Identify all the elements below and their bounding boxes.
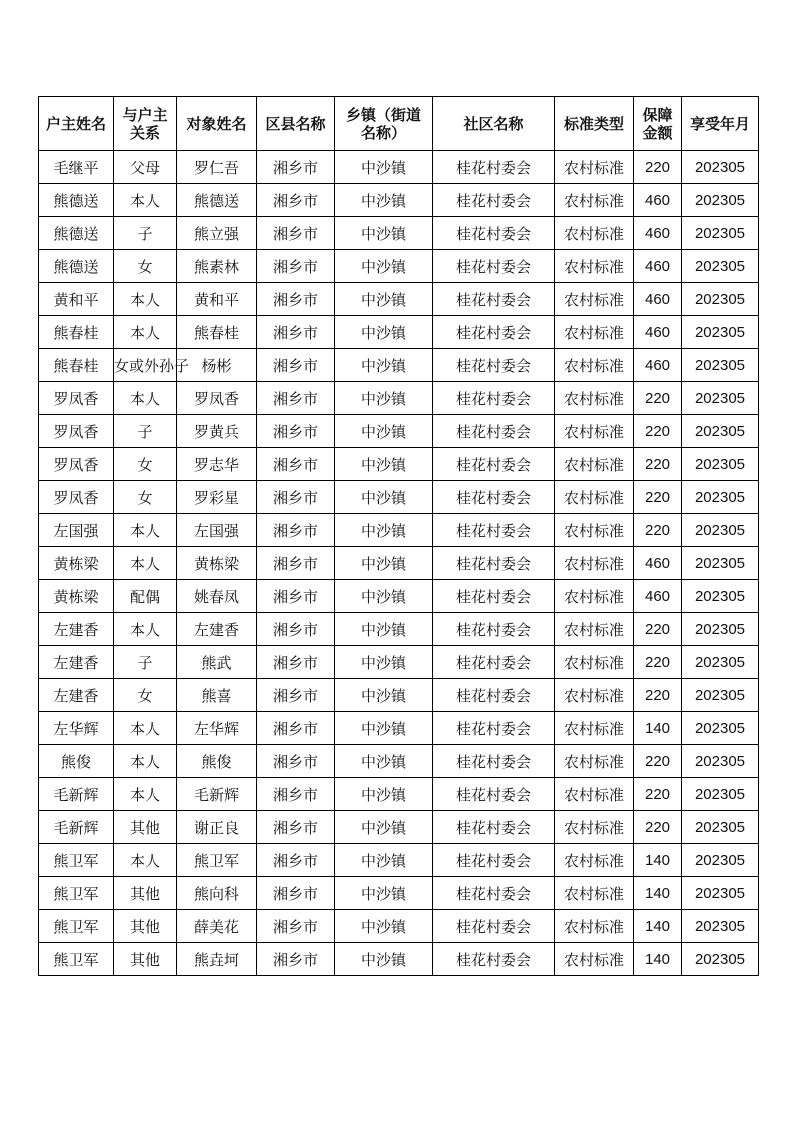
table-row bbox=[39, 679, 759, 712]
cell-county: 湘乡市 bbox=[257, 250, 335, 283]
cell-community: 桂花村委会 bbox=[433, 679, 555, 712]
cell-amount: 460 bbox=[634, 349, 682, 382]
cell-month: 202305 bbox=[682, 547, 759, 580]
header-county: 区县名称 bbox=[257, 97, 335, 151]
cell-recipient-name: 罗仁吾 bbox=[177, 151, 257, 184]
cell-month: 202305 bbox=[682, 481, 759, 514]
cell-county: 湘乡市 bbox=[257, 580, 335, 613]
cell-month: 202305 bbox=[682, 811, 759, 844]
cell-standard-type: 农村标准 bbox=[555, 514, 634, 547]
header-community: 社区名称 bbox=[433, 97, 555, 151]
cell-householder-name: 熊春桂 bbox=[39, 316, 114, 349]
cell-relation: 其他 bbox=[114, 943, 177, 976]
cell-amount: 460 bbox=[634, 283, 682, 316]
cell-recipient-name: 黄和平 bbox=[177, 283, 257, 316]
cell-month: 202305 bbox=[682, 151, 759, 184]
cell-township: 中沙镇 bbox=[335, 349, 433, 382]
cell-relation: 本人 bbox=[114, 316, 177, 349]
cell-county: 湘乡市 bbox=[257, 481, 335, 514]
cell-amount: 460 bbox=[634, 250, 682, 283]
cell-county: 湘乡市 bbox=[257, 679, 335, 712]
cell-county: 湘乡市 bbox=[257, 877, 335, 910]
cell-householder-name: 罗凤香 bbox=[39, 415, 114, 448]
cell-community: 桂花村委会 bbox=[433, 250, 555, 283]
cell-recipient-name: 熊卫军 bbox=[177, 844, 257, 877]
cell-relation: 父母 bbox=[114, 151, 177, 184]
cell-relation: 本人 bbox=[114, 382, 177, 415]
cell-householder-name: 熊俊 bbox=[39, 745, 114, 778]
cell-recipient-name: 罗凤香 bbox=[177, 382, 257, 415]
cell-amount: 220 bbox=[634, 514, 682, 547]
table-row bbox=[39, 613, 759, 646]
cell-amount: 220 bbox=[634, 151, 682, 184]
cell-amount: 140 bbox=[634, 943, 682, 976]
cell-month: 202305 bbox=[682, 679, 759, 712]
cell-amount: 140 bbox=[634, 910, 682, 943]
cell-householder-name: 黄栋梁 bbox=[39, 580, 114, 613]
cell-relation: 本人 bbox=[114, 514, 177, 547]
table-row bbox=[39, 943, 759, 976]
cell-standard-type: 农村标准 bbox=[555, 811, 634, 844]
table-row bbox=[39, 712, 759, 745]
cell-township: 中沙镇 bbox=[335, 910, 433, 943]
cell-township: 中沙镇 bbox=[335, 778, 433, 811]
table-row bbox=[39, 877, 759, 910]
cell-amount: 220 bbox=[634, 646, 682, 679]
cell-community: 桂花村委会 bbox=[433, 811, 555, 844]
cell-amount: 140 bbox=[634, 712, 682, 745]
cell-county: 湘乡市 bbox=[257, 613, 335, 646]
cell-standard-type: 农村标准 bbox=[555, 646, 634, 679]
cell-recipient-name: 罗黄兵 bbox=[177, 415, 257, 448]
table-row bbox=[39, 415, 759, 448]
cell-standard-type: 农村标准 bbox=[555, 547, 634, 580]
cell-standard-type: 农村标准 bbox=[555, 613, 634, 646]
cell-township: 中沙镇 bbox=[335, 514, 433, 547]
cell-householder-name: 熊卫军 bbox=[39, 877, 114, 910]
cell-relation: 其他 bbox=[114, 811, 177, 844]
cell-householder-name: 熊德送 bbox=[39, 184, 114, 217]
table-row bbox=[39, 580, 759, 613]
cell-householder-name: 罗凤香 bbox=[39, 382, 114, 415]
table-row bbox=[39, 349, 759, 382]
cell-county: 湘乡市 bbox=[257, 646, 335, 679]
cell-community: 桂花村委会 bbox=[433, 646, 555, 679]
cell-township: 中沙镇 bbox=[335, 613, 433, 646]
cell-community: 桂花村委会 bbox=[433, 382, 555, 415]
header-recipient-name: 对象姓名 bbox=[177, 97, 257, 151]
cell-standard-type: 农村标准 bbox=[555, 184, 634, 217]
cell-standard-type: 农村标准 bbox=[555, 712, 634, 745]
assistance-roster-table bbox=[38, 96, 759, 976]
cell-recipient-name: 罗志华 bbox=[177, 448, 257, 481]
cell-householder-name: 罗凤香 bbox=[39, 448, 114, 481]
cell-relation: 本人 bbox=[114, 745, 177, 778]
table-row bbox=[39, 250, 759, 283]
cell-recipient-name: 熊武 bbox=[177, 646, 257, 679]
cell-householder-name: 毛继平 bbox=[39, 151, 114, 184]
cell-community: 桂花村委会 bbox=[433, 580, 555, 613]
cell-county: 湘乡市 bbox=[257, 316, 335, 349]
cell-community: 桂花村委会 bbox=[433, 448, 555, 481]
cell-amount: 220 bbox=[634, 415, 682, 448]
cell-county: 湘乡市 bbox=[257, 184, 335, 217]
table-row bbox=[39, 217, 759, 250]
cell-county: 湘乡市 bbox=[257, 712, 335, 745]
cell-community: 桂花村委会 bbox=[433, 712, 555, 745]
cell-householder-name: 毛新辉 bbox=[39, 811, 114, 844]
cell-standard-type: 农村标准 bbox=[555, 580, 634, 613]
cell-community: 桂花村委会 bbox=[433, 943, 555, 976]
cell-standard-type: 农村标准 bbox=[555, 250, 634, 283]
table-row bbox=[39, 745, 759, 778]
cell-month: 202305 bbox=[682, 415, 759, 448]
cell-township: 中沙镇 bbox=[335, 712, 433, 745]
cell-recipient-name: 熊春桂 bbox=[177, 316, 257, 349]
cell-community: 桂花村委会 bbox=[433, 349, 555, 382]
cell-township: 中沙镇 bbox=[335, 316, 433, 349]
cell-relation: 本人 bbox=[114, 283, 177, 316]
table-row bbox=[39, 283, 759, 316]
cell-relation: 其他 bbox=[114, 877, 177, 910]
cell-relation: 配偶 bbox=[114, 580, 177, 613]
cell-month: 202305 bbox=[682, 349, 759, 382]
cell-month: 202305 bbox=[682, 646, 759, 679]
cell-householder-name: 熊卫军 bbox=[39, 844, 114, 877]
cell-county: 湘乡市 bbox=[257, 415, 335, 448]
header-month: 享受年月 bbox=[682, 97, 759, 151]
cell-month: 202305 bbox=[682, 184, 759, 217]
table-row bbox=[39, 646, 759, 679]
cell-month: 202305 bbox=[682, 712, 759, 745]
table-row bbox=[39, 844, 759, 877]
cell-standard-type: 农村标准 bbox=[555, 415, 634, 448]
cell-relation: 子 bbox=[114, 415, 177, 448]
cell-recipient-name: 毛新辉 bbox=[177, 778, 257, 811]
table-row bbox=[39, 151, 759, 184]
cell-county: 湘乡市 bbox=[257, 778, 335, 811]
cell-standard-type: 农村标准 bbox=[555, 877, 634, 910]
cell-householder-name: 毛新辉 bbox=[39, 778, 114, 811]
cell-standard-type: 农村标准 bbox=[555, 382, 634, 415]
cell-householder-name: 黄栋梁 bbox=[39, 547, 114, 580]
cell-community: 桂花村委会 bbox=[433, 415, 555, 448]
cell-relation: 本人 bbox=[114, 613, 177, 646]
cell-amount: 220 bbox=[634, 745, 682, 778]
cell-amount: 220 bbox=[634, 811, 682, 844]
cell-township: 中沙镇 bbox=[335, 943, 433, 976]
cell-township: 中沙镇 bbox=[335, 877, 433, 910]
cell-householder-name: 熊春桂 bbox=[39, 349, 114, 382]
cell-relation: 女 bbox=[114, 250, 177, 283]
cell-community: 桂花村委会 bbox=[433, 184, 555, 217]
cell-householder-name: 左建香 bbox=[39, 679, 114, 712]
cell-township: 中沙镇 bbox=[335, 580, 433, 613]
table-row bbox=[39, 547, 759, 580]
cell-county: 湘乡市 bbox=[257, 745, 335, 778]
cell-relation: 子 bbox=[114, 646, 177, 679]
cell-township: 中沙镇 bbox=[335, 547, 433, 580]
cell-township: 中沙镇 bbox=[335, 151, 433, 184]
cell-township: 中沙镇 bbox=[335, 679, 433, 712]
cell-county: 湘乡市 bbox=[257, 844, 335, 877]
cell-community: 桂花村委会 bbox=[433, 316, 555, 349]
cell-month: 202305 bbox=[682, 910, 759, 943]
cell-recipient-name: 熊德送 bbox=[177, 184, 257, 217]
header-amount: 保障 金额 bbox=[634, 97, 682, 151]
cell-householder-name: 左华辉 bbox=[39, 712, 114, 745]
cell-householder-name: 左国强 bbox=[39, 514, 114, 547]
cell-amount: 460 bbox=[634, 547, 682, 580]
cell-community: 桂花村委会 bbox=[433, 547, 555, 580]
cell-standard-type: 农村标准 bbox=[555, 349, 634, 382]
cell-county: 湘乡市 bbox=[257, 811, 335, 844]
cell-relation: 女 bbox=[114, 679, 177, 712]
cell-amount: 220 bbox=[634, 613, 682, 646]
cell-township: 中沙镇 bbox=[335, 382, 433, 415]
cell-relation: 本人 bbox=[114, 844, 177, 877]
cell-community: 桂花村委会 bbox=[433, 217, 555, 250]
cell-amount: 140 bbox=[634, 877, 682, 910]
header-row bbox=[39, 97, 759, 151]
header-householder-name: 户主姓名 bbox=[39, 97, 114, 151]
cell-community: 桂花村委会 bbox=[433, 844, 555, 877]
table-row bbox=[39, 778, 759, 811]
table-row bbox=[39, 184, 759, 217]
cell-township: 中沙镇 bbox=[335, 646, 433, 679]
cell-community: 桂花村委会 bbox=[433, 613, 555, 646]
cell-recipient-name: 熊向科 bbox=[177, 877, 257, 910]
cell-township: 中沙镇 bbox=[335, 283, 433, 316]
cell-county: 湘乡市 bbox=[257, 514, 335, 547]
cell-relation: 本人 bbox=[114, 778, 177, 811]
cell-month: 202305 bbox=[682, 844, 759, 877]
cell-county: 湘乡市 bbox=[257, 943, 335, 976]
cell-amount: 220 bbox=[634, 679, 682, 712]
cell-community: 桂花村委会 bbox=[433, 877, 555, 910]
cell-householder-name: 左建香 bbox=[39, 646, 114, 679]
cell-recipient-name: 左华辉 bbox=[177, 712, 257, 745]
cell-township: 中沙镇 bbox=[335, 481, 433, 514]
cell-standard-type: 农村标准 bbox=[555, 778, 634, 811]
cell-community: 桂花村委会 bbox=[433, 514, 555, 547]
cell-amount: 140 bbox=[634, 844, 682, 877]
cell-month: 202305 bbox=[682, 382, 759, 415]
header-township: 乡镇（街道 名称） bbox=[335, 97, 433, 151]
cell-standard-type: 农村标准 bbox=[555, 151, 634, 184]
cell-standard-type: 农村标准 bbox=[555, 745, 634, 778]
cell-standard-type: 农村标准 bbox=[555, 316, 634, 349]
cell-county: 湘乡市 bbox=[257, 349, 335, 382]
cell-county: 湘乡市 bbox=[257, 217, 335, 250]
cell-recipient-name: 熊俊 bbox=[177, 745, 257, 778]
cell-standard-type: 农村标准 bbox=[555, 910, 634, 943]
cell-amount: 460 bbox=[634, 184, 682, 217]
cell-recipient-name: 左国强 bbox=[177, 514, 257, 547]
cell-township: 中沙镇 bbox=[335, 415, 433, 448]
cell-township: 中沙镇 bbox=[335, 844, 433, 877]
cell-month: 202305 bbox=[682, 514, 759, 547]
cell-recipient-name: 谢正良 bbox=[177, 811, 257, 844]
cell-standard-type: 农村标准 bbox=[555, 679, 634, 712]
cell-standard-type: 农村标准 bbox=[555, 844, 634, 877]
cell-month: 202305 bbox=[682, 250, 759, 283]
cell-relation: 子 bbox=[114, 217, 177, 250]
cell-relation: 其他 bbox=[114, 910, 177, 943]
cell-month: 202305 bbox=[682, 877, 759, 910]
table-row bbox=[39, 382, 759, 415]
cell-community: 桂花村委会 bbox=[433, 481, 555, 514]
cell-amount: 460 bbox=[634, 316, 682, 349]
table-body bbox=[39, 151, 759, 976]
cell-amount: 220 bbox=[634, 448, 682, 481]
cell-recipient-name: 熊立强 bbox=[177, 217, 257, 250]
cell-amount: 460 bbox=[634, 217, 682, 250]
cell-recipient-name: 熊喜 bbox=[177, 679, 257, 712]
cell-township: 中沙镇 bbox=[335, 745, 433, 778]
table-header bbox=[39, 97, 759, 151]
cell-township: 中沙镇 bbox=[335, 250, 433, 283]
cell-month: 202305 bbox=[682, 613, 759, 646]
cell-standard-type: 农村标准 bbox=[555, 217, 634, 250]
cell-householder-name: 罗凤香 bbox=[39, 481, 114, 514]
cell-amount: 220 bbox=[634, 382, 682, 415]
cell-standard-type: 农村标准 bbox=[555, 943, 634, 976]
cell-county: 湘乡市 bbox=[257, 382, 335, 415]
table-row bbox=[39, 448, 759, 481]
cell-recipient-name: 罗彩星 bbox=[177, 481, 257, 514]
cell-relation: 女 bbox=[114, 448, 177, 481]
table-row bbox=[39, 481, 759, 514]
cell-amount: 220 bbox=[634, 778, 682, 811]
cell-township: 中沙镇 bbox=[335, 184, 433, 217]
cell-standard-type: 农村标准 bbox=[555, 448, 634, 481]
cell-county: 湘乡市 bbox=[257, 547, 335, 580]
cell-standard-type: 农村标准 bbox=[555, 283, 634, 316]
cell-relation: 本人 bbox=[114, 184, 177, 217]
cell-recipient-name: 左建香 bbox=[177, 613, 257, 646]
cell-township: 中沙镇 bbox=[335, 811, 433, 844]
cell-month: 202305 bbox=[682, 943, 759, 976]
table-row bbox=[39, 316, 759, 349]
cell-relation: 女 bbox=[114, 481, 177, 514]
cell-township: 中沙镇 bbox=[335, 448, 433, 481]
cell-community: 桂花村委会 bbox=[433, 745, 555, 778]
cell-recipient-name: 熊素林 bbox=[177, 250, 257, 283]
cell-month: 202305 bbox=[682, 283, 759, 316]
table-row bbox=[39, 811, 759, 844]
cell-month: 202305 bbox=[682, 778, 759, 811]
cell-householder-name: 熊德送 bbox=[39, 250, 114, 283]
cell-township: 中沙镇 bbox=[335, 217, 433, 250]
cell-householder-name: 熊卫军 bbox=[39, 943, 114, 976]
cell-community: 桂花村委会 bbox=[433, 910, 555, 943]
cell-community: 桂花村委会 bbox=[433, 283, 555, 316]
cell-relation: 本人 bbox=[114, 547, 177, 580]
cell-standard-type: 农村标准 bbox=[555, 481, 634, 514]
cell-community: 桂花村委会 bbox=[433, 778, 555, 811]
cell-recipient-name: 熊垚坷 bbox=[177, 943, 257, 976]
cell-amount: 220 bbox=[634, 481, 682, 514]
cell-householder-name: 黄和平 bbox=[39, 283, 114, 316]
cell-recipient-name: 黄栋梁 bbox=[177, 547, 257, 580]
cell-month: 202305 bbox=[682, 448, 759, 481]
cell-county: 湘乡市 bbox=[257, 283, 335, 316]
cell-county: 湘乡市 bbox=[257, 448, 335, 481]
cell-community: 桂花村委会 bbox=[433, 151, 555, 184]
cell-householder-name: 熊卫军 bbox=[39, 910, 114, 943]
table-row bbox=[39, 514, 759, 547]
cell-recipient-name: 姚春凤 bbox=[177, 580, 257, 613]
cell-county: 湘乡市 bbox=[257, 910, 335, 943]
cell-recipient-name: 薛美花 bbox=[177, 910, 257, 943]
header-relation: 与户主 关系 bbox=[114, 97, 177, 151]
cell-month: 202305 bbox=[682, 580, 759, 613]
cell-month: 202305 bbox=[682, 316, 759, 349]
cell-month: 202305 bbox=[682, 217, 759, 250]
cell-householder-name: 熊德送 bbox=[39, 217, 114, 250]
cell-recipient-name: 杨彬 bbox=[177, 349, 257, 382]
cell-relation: 女或外孙子 bbox=[114, 349, 177, 382]
cell-month: 202305 bbox=[682, 745, 759, 778]
cell-relation: 本人 bbox=[114, 712, 177, 745]
cell-amount: 460 bbox=[634, 580, 682, 613]
cell-householder-name: 左建香 bbox=[39, 613, 114, 646]
header-standard-type: 标准类型 bbox=[555, 97, 634, 151]
table-row bbox=[39, 910, 759, 943]
cell-county: 湘乡市 bbox=[257, 151, 335, 184]
